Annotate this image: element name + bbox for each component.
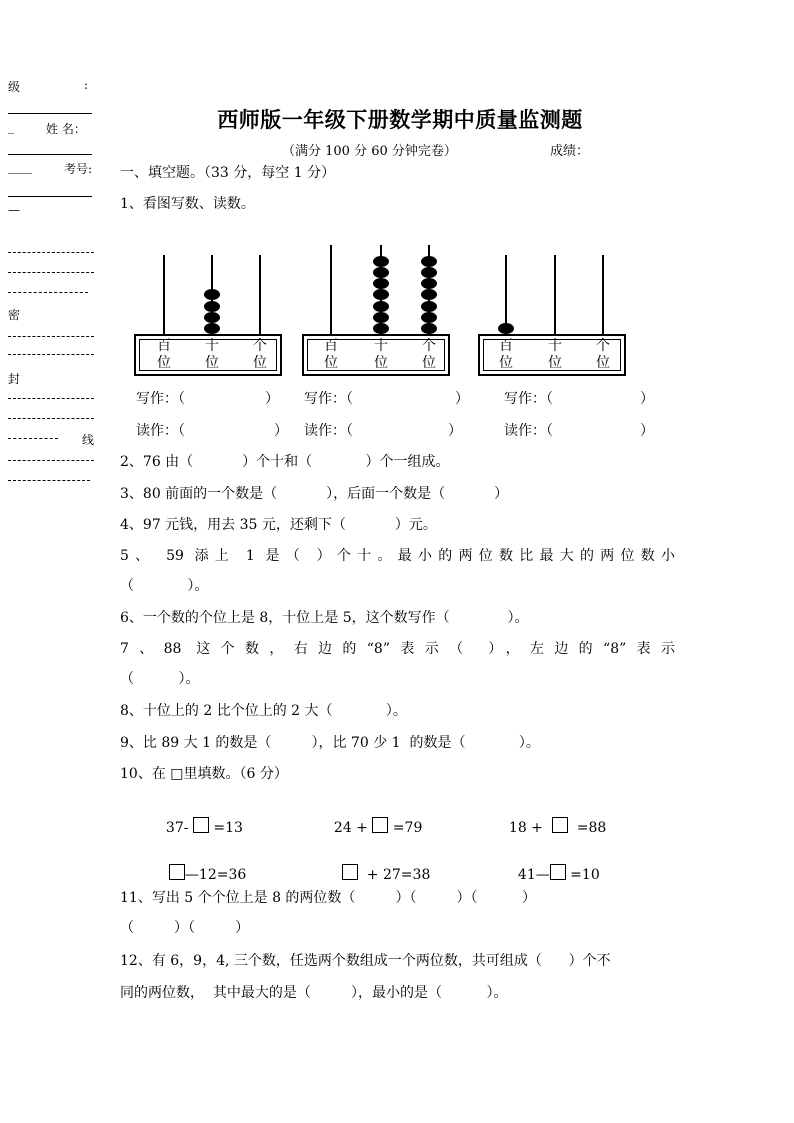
- seal-line: [8, 398, 94, 399]
- seal-line: [8, 292, 88, 293]
- place-label: 个 位: [253, 338, 267, 371]
- equation-text: 41—: [517, 867, 550, 883]
- seal-line: [8, 480, 90, 481]
- question-1: 1、看图写数、读数。: [120, 196, 255, 212]
- equation: [333, 848, 430, 883]
- class-underline: [8, 113, 92, 114]
- place-label: 个 位: [596, 338, 610, 371]
- write-label-1: 写作：（: [136, 391, 185, 407]
- abacus-bead: [421, 256, 437, 267]
- equation-text: =79: [388, 820, 423, 836]
- question-11: 11、写出 5 个个位上是 8 的两位数（ ）（ ）（ ）: [120, 890, 537, 906]
- answer-box[interactable]: [342, 864, 358, 880]
- question-11-cont: （ ）（ ）: [120, 920, 250, 936]
- place-label: 个 位: [422, 338, 436, 371]
- answer-box[interactable]: [550, 864, 566, 880]
- equation-text: 24 +: [333, 820, 373, 836]
- question-12-cont: 同的两位数， 其中最大的是（ ），最小的是（ ）。: [120, 985, 508, 1001]
- equation-text: + 27=38: [357, 867, 431, 883]
- equation: [500, 801, 606, 836]
- place-label: 十 位: [548, 338, 562, 371]
- equation-text: —12=36: [184, 867, 247, 883]
- question-5-cont: （ ）。: [120, 578, 209, 594]
- read-label-3: 读作：（: [504, 423, 553, 439]
- place-label: 百 位: [499, 338, 513, 371]
- abacus-bead: [498, 323, 514, 334]
- abacus-bead: [421, 301, 437, 312]
- place-label: 百 位: [324, 338, 338, 371]
- abacus-bead: [204, 323, 220, 334]
- question-3: 3、80 前面的一个数是（ ），后面一个数是（ ）: [120, 486, 509, 502]
- equation-text: =13: [208, 820, 243, 836]
- section-heading: 一、填空题。（33 分，每空 1 分）: [120, 165, 336, 181]
- place-label: 百 位: [157, 338, 171, 371]
- abacus-bead: [421, 278, 437, 289]
- abacus-bead: [373, 256, 389, 267]
- exam-subtitle: （满分 100 分 60 分钟完卷）: [282, 144, 457, 159]
- close-paren: ）: [448, 423, 462, 439]
- seal-line: [8, 272, 94, 273]
- answer-box[interactable]: [552, 817, 568, 833]
- equation-text: =88: [567, 820, 607, 836]
- abacus-rod: [163, 255, 165, 336]
- question-7: 7、88 这个数，右边的“8”表示（ ），左边的“8”表示: [120, 641, 675, 657]
- abacus-bead: [421, 323, 437, 334]
- class-colon: :: [84, 78, 89, 92]
- abacus-rod: [602, 255, 604, 336]
- equation-text: 37-: [165, 820, 193, 836]
- equation: [157, 801, 243, 836]
- read-label-1: 读作：（: [136, 423, 185, 439]
- question-4: 4、97 元钱，用去 35 元，还剩下（ ）元。: [120, 517, 437, 533]
- equation-text: 18 +: [508, 820, 552, 836]
- short-dash: —: [8, 203, 20, 217]
- abacus-bead: [373, 323, 389, 334]
- exam-no-label: 考号:: [64, 162, 93, 176]
- class-label: 级: [8, 80, 21, 94]
- feng-char: 封: [8, 372, 21, 386]
- close-paren: ）: [455, 391, 469, 407]
- abacus-bead: [421, 312, 437, 323]
- seal-line: [8, 354, 94, 355]
- write-label-3: 写作：（: [504, 391, 553, 407]
- seal-line: [8, 336, 94, 337]
- seal-line: [8, 418, 94, 419]
- exam-no-underline: [8, 196, 92, 197]
- name-label: 姓 名：: [46, 122, 86, 136]
- exam-no-blank: ____: [8, 160, 32, 174]
- answer-box[interactable]: [193, 817, 209, 833]
- abacus-bead: [421, 289, 437, 300]
- question-8: 8、十位上的 2 比个位上的 2 大（ ）。: [120, 703, 407, 719]
- question-2: 2、76 由（ ）个十和（ ）个一组成。: [120, 454, 450, 470]
- question-9: 9、比 89 大 1 的数是（ ），比 70 少 1 的数是（ ）。: [120, 735, 540, 751]
- abacus-rod: [554, 255, 556, 336]
- question-5: 5、 59 添上 1 是（ ）个十。最小的两位数比最大的两位数小: [120, 548, 675, 564]
- seal-line: [8, 438, 58, 439]
- xian-char: 线: [82, 433, 95, 447]
- question-7-cont: （ ）。: [120, 671, 200, 687]
- answer-box[interactable]: [169, 864, 185, 880]
- close-paren: ）: [265, 391, 279, 407]
- exam-title: 西师版一年级下册数学期中质量监测题: [217, 108, 583, 132]
- abacus-bead: [373, 301, 389, 312]
- underscore-mark: _: [8, 120, 14, 134]
- close-paren: ）: [274, 423, 288, 439]
- equation: [160, 848, 246, 883]
- abacus-bead: [373, 278, 389, 289]
- equation: [325, 801, 422, 836]
- equation: [509, 848, 600, 883]
- abacus-bead: [373, 289, 389, 300]
- place-label: 十 位: [374, 338, 388, 371]
- name-underline: [8, 154, 92, 155]
- close-paren: ）: [640, 423, 654, 439]
- close-paren: ）: [640, 391, 654, 407]
- equation-text: =10: [565, 867, 600, 883]
- question-10: 10、在 □里填数。（6 分）: [120, 766, 288, 782]
- abacus-bead: [204, 289, 220, 300]
- write-label-2: 写作：（: [304, 391, 353, 407]
- mi-char: 密: [8, 308, 21, 322]
- question-6: 6、一个数的个位上是 8，十位上是 5，这个数写作（ ）。: [120, 610, 529, 626]
- abacus-bead: [373, 312, 389, 323]
- read-label-2: 读作：（: [304, 423, 353, 439]
- abacus-rod: [330, 245, 332, 336]
- abacus-bead: [204, 312, 220, 323]
- answer-box[interactable]: [372, 817, 388, 833]
- seal-line: [8, 252, 94, 253]
- abacus-bead: [204, 301, 220, 312]
- score-label: 成绩：: [550, 144, 590, 159]
- question-12: 12、有 6，9，4, 三个数，任选两个数组成一个两位数，共可组成（ ）个不: [120, 953, 611, 969]
- place-label: 十 位: [205, 338, 219, 371]
- seal-line: [8, 460, 94, 461]
- abacus-bead: [421, 267, 437, 278]
- abacus-bead: [373, 267, 389, 278]
- abacus-rod: [259, 255, 261, 336]
